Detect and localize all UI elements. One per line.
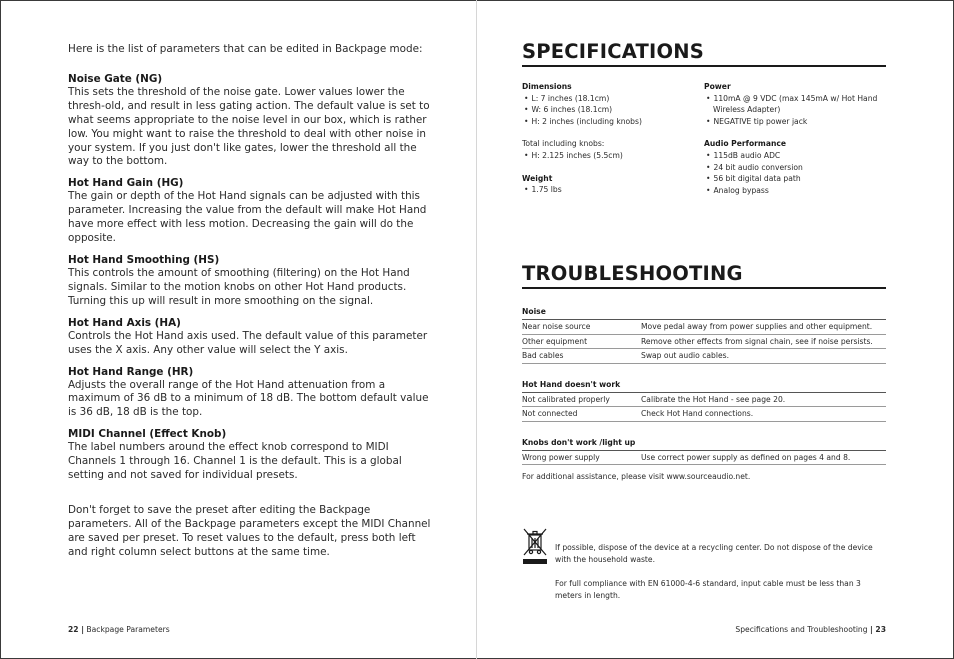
section-hot-hand-range — [68, 365, 433, 421]
compliance-line: For full compliance with EN 61000-4-6 standard, input cable must be less than 3 meters in length. — [555, 579, 861, 600]
table-row — [522, 451, 886, 466]
list-item: • W: 6 inches (18.1cm) — [522, 104, 704, 116]
ts-group-title: Noise — [522, 305, 886, 320]
list-item: • H: 2.125 inches (5.5cm) — [522, 150, 704, 162]
section-title: Noise Gate (NG) — [68, 72, 163, 85]
section-midi-channel — [68, 427, 433, 483]
section-hot-hand-axis — [68, 316, 433, 358]
ts-group-noise — [522, 305, 886, 364]
table-row — [522, 320, 886, 335]
left-page — [68, 43, 433, 560]
spec-subtitle: Total including knobs: — [522, 139, 605, 149]
spec-title: Dimensions — [522, 82, 572, 91]
section-hot-hand-smoothing — [68, 253, 433, 309]
list-item: • Analog bypass — [704, 185, 886, 197]
footer-label: Specifications and Troubleshooting — [735, 625, 868, 634]
ts-group-title: Knobs don't work /light up — [522, 436, 886, 451]
solution-cell: Move pedal away from power supplies and other equipment. — [641, 322, 873, 332]
spec-list — [704, 93, 886, 128]
disposal-line: If possible, dispose of the device at a recycling center. Do not dispose of the device with the household waste. — [555, 543, 873, 564]
intro-text: Here is the list of parameters that can be edited in Backpage mode: — [68, 43, 423, 55]
solution-cell: Calibrate the Hot Hand - see page 20. — [641, 394, 786, 404]
spine-divider — [476, 0, 477, 659]
list-item: • 110mA @ 9 VDC (max 145mA w/ Hot Hand Wireless Adapter) — [704, 93, 886, 116]
spec-list — [522, 93, 704, 128]
spacer — [68, 490, 433, 504]
solution-cell: Swap out audio cables. — [641, 351, 730, 361]
problem-cell: Not calibrated properly — [522, 394, 610, 404]
problem-cell: Near noise source — [522, 322, 591, 332]
spec-list — [522, 150, 704, 162]
spec-audio — [704, 138, 886, 196]
list-item: • H: 2 inches (including knobs) — [522, 116, 704, 128]
ts-group-knobs — [522, 436, 886, 466]
section-title: Hot Hand Axis (HA) — [68, 316, 181, 329]
section-body: The gain or depth of the Hot Hand signals can be adjusted with this parameter. Increasing the value from the default will make Hot Hand have more effect with less motion. Decreasing the gain will do the opposite. — [68, 190, 427, 245]
troubleshooting-heading: TROUBLESHOOTING — [522, 262, 886, 289]
problem-cell: Wrong power supply — [522, 452, 600, 462]
spec-title: Audio Performance — [704, 139, 787, 149]
troubleshooting-section — [522, 262, 886, 489]
section-hot-hand-gain — [68, 176, 433, 246]
problem-cell: Bad cables — [522, 351, 564, 361]
closing-text: Don't forget to save the preset after editing the Backpage parameters. All of the Backpage parameters except the MIDI Channel are saved per preset. To reset values to the default, press both left and right column select buttons at the same time. — [68, 503, 431, 558]
problem-cell: Not connected — [522, 409, 578, 419]
spec-list — [522, 184, 704, 196]
table-row — [522, 349, 886, 364]
table-row — [522, 335, 886, 350]
problem-cell: Other equipment — [522, 336, 588, 346]
list-item: • 115dB audio ADC — [704, 150, 886, 162]
assistance-text: For additional assistance, please visit www.sourceaudio.net. — [522, 472, 751, 481]
spec-dimensions — [522, 81, 704, 127]
left-footer — [68, 625, 170, 634]
spec-power — [704, 81, 886, 127]
spec-title: Power — [704, 82, 731, 91]
section-body: The label numbers around the effect knob correspond to MIDI Channels 1 through 16. Channel 1 is the default. This is a global setting and not saved for individual presets. — [68, 441, 402, 482]
table-row — [522, 393, 886, 408]
table-row — [522, 407, 886, 422]
section-title: Hot Hand Gain (HG) — [68, 177, 184, 190]
specifications-heading: SPECIFICATIONS — [522, 40, 886, 67]
section-title: Hot Hand Range (HR) — [68, 365, 194, 378]
spec-list — [704, 150, 886, 196]
section-body: This controls the amount of smoothing (filtering) on the Hot Hand signals. Similar to the motion knobs on other Hot Hand products. Turning this up will result in more smoothing on the signal. — [68, 266, 410, 307]
list-item: • 56 bit digital data path — [704, 173, 886, 185]
list-item: • L: 7 inches (18.1cm) — [522, 93, 704, 105]
ts-group-title: Hot Hand doesn't work — [522, 378, 886, 393]
list-item: • 1.75 lbs — [522, 184, 704, 196]
ts-group-hot-hand — [522, 378, 886, 422]
section-title: MIDI Channel (Effect Knob) — [68, 428, 227, 441]
section-body: This sets the threshold of the noise gate. Lower values lower the thresh-old, and result in less gating action. The default value is set to what seems appropriate to the noise level in our box, which is rather low. You might want to raise the threshold to deal with other noise in your system. If you just don't like gates, lower the threshold all the way to the bottom. — [68, 85, 430, 168]
spec-col-left — [522, 81, 704, 207]
list-item: • NEGATIVE tip power jack — [704, 116, 886, 128]
weee-crossed-bin-icon — [522, 527, 548, 565]
section-body: Adjusts the overall range of the Hot Hand attenuation from a maximum of 36 dB to a minimum of 18 dB. The bottom default value is 36 dB, 18 dB is the top. — [68, 378, 429, 419]
spec-col-right — [704, 81, 886, 207]
page-number: 22 | — [68, 625, 84, 634]
solution-cell: Remove other effects from signal chain, see if noise persists. — [641, 336, 873, 346]
spec-title: Weight — [522, 173, 553, 183]
spec-columns — [522, 81, 886, 207]
section-noise-gate — [68, 72, 433, 169]
disposal-notice — [555, 542, 885, 602]
footer-label: Backpage Parameters — [86, 625, 170, 634]
solution-cell: Check Hot Hand connections. — [641, 409, 754, 419]
right-footer — [735, 625, 886, 634]
section-body: Controls the Hot Hand axis used. The default value of this parameter uses the X axis. Any other value will select the Y axis. — [68, 329, 428, 356]
spec-total — [522, 138, 704, 161]
solution-cell: Use correct power supply as defined on pages 4 and 8. — [641, 452, 851, 462]
section-title: Hot Hand Smoothing (HS) — [68, 253, 220, 266]
spec-weight — [522, 173, 704, 196]
specifications-section — [522, 40, 886, 207]
page-number: | 23 — [870, 625, 886, 634]
list-item: • 24 bit audio conversion — [704, 162, 886, 174]
